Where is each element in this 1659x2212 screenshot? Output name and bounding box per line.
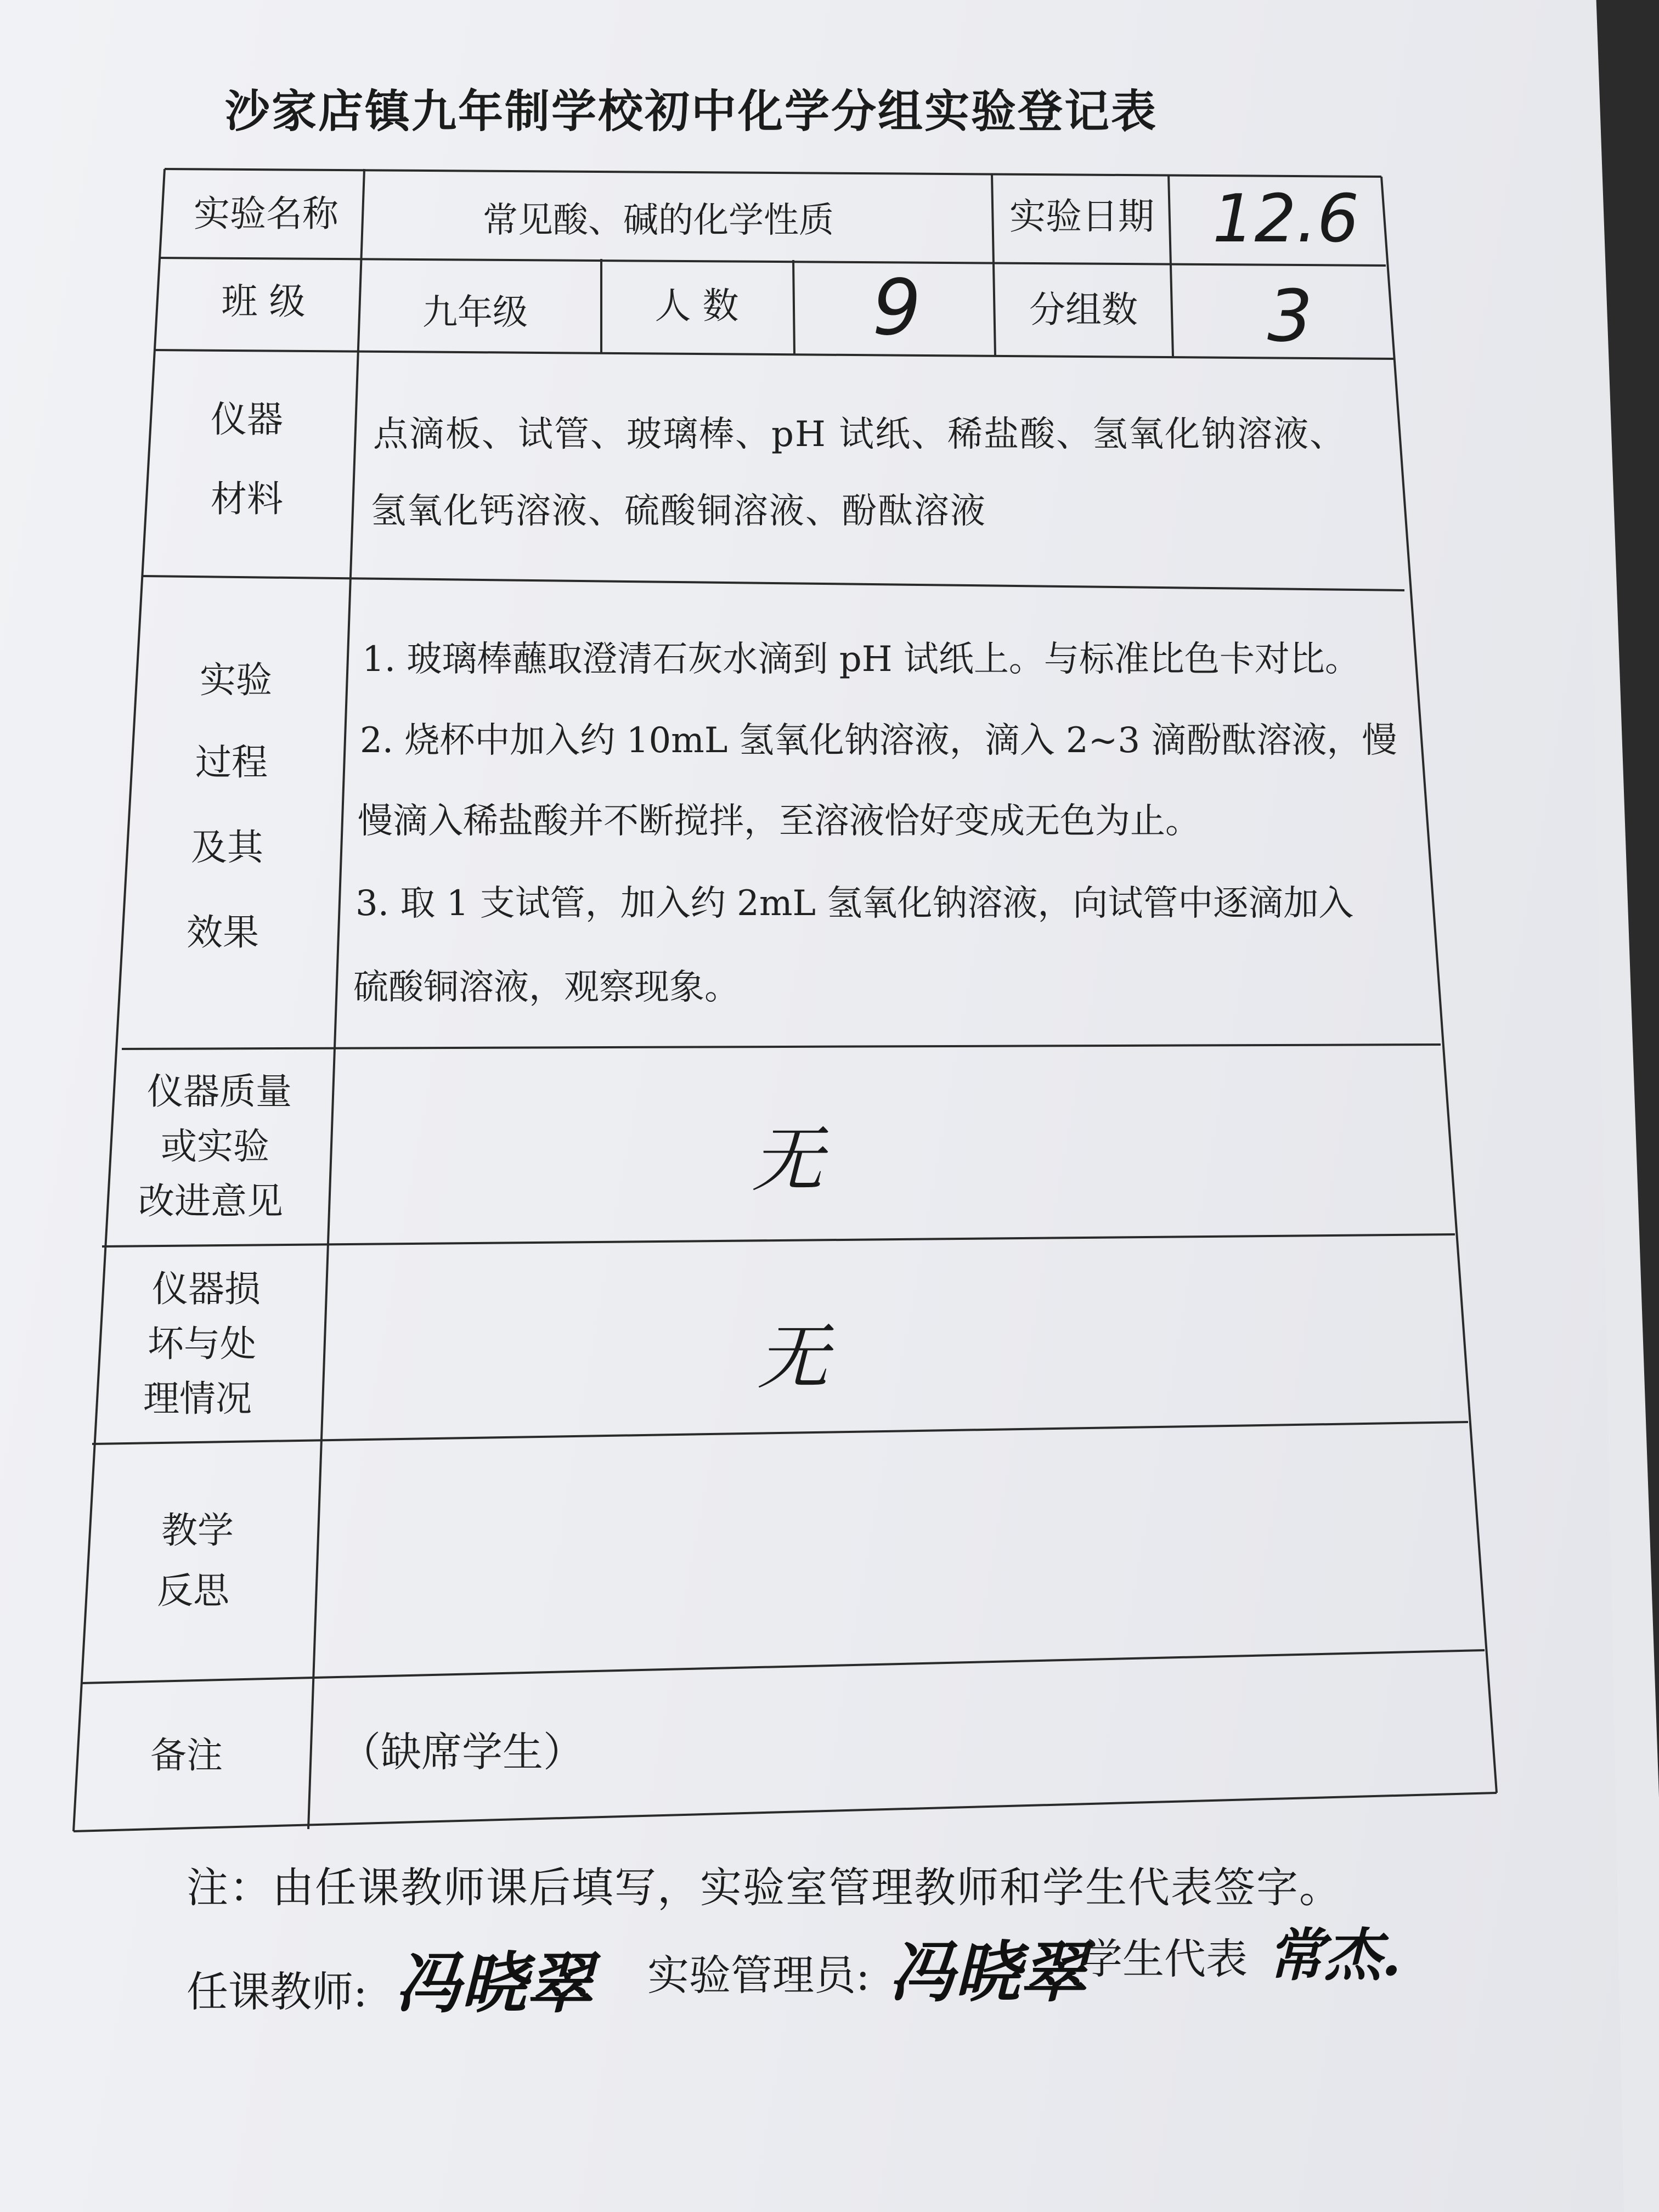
grid-right <box>1381 177 1497 1793</box>
damage-value: 无 <box>757 1316 829 1399</box>
damage-label-2: 坏与处 <box>148 1323 256 1365</box>
process-label-1: 实验 <box>200 659 272 701</box>
teacher-signature-label: 任课教师: <box>187 1967 368 2016</box>
experiment-date-value: 12.6 <box>1212 181 1359 257</box>
row-line-2 <box>154 350 1393 359</box>
class-label: 班 级 <box>221 280 306 323</box>
form-title: 沙家店镇九年制学校初中化学分组实验登记表 <box>224 86 1158 138</box>
process-line-3: 慢滴入稀盐酸并不断搅拌，至溶液恰好变成无色为止。 <box>358 801 1200 842</box>
row-line-3 <box>143 576 1404 590</box>
process-line-1: 1. 玻璃棒蘸取澄清石灰水滴到 pH 试纸上。与标准比色卡对比。 <box>362 639 1360 680</box>
grid-top <box>165 169 1381 177</box>
remarks-label: 备注 <box>150 1734 223 1776</box>
process-line-2: 2. 烧杯中加入约 10mL 氢氧化钠溶液，滴入 2~3 滴酚酞溶液，慢 <box>360 720 1397 761</box>
row-line-1 <box>159 258 1386 266</box>
group-count-label: 分组数 <box>1029 289 1138 331</box>
remarks-value: （缺席学生） <box>340 1729 584 1776</box>
r2-div-b <box>793 260 794 354</box>
reflection-label-2: 反思 <box>157 1570 229 1612</box>
materials-label-line2: 材料 <box>211 478 283 520</box>
process-line-4: 3. 取 1 支试管，加入约 2mL 氢氧化钠溶液，向试管中逐滴加入 <box>356 883 1354 924</box>
row-line-4 <box>122 1045 1441 1049</box>
process-label-3: 及其 <box>191 826 263 868</box>
quality-label-3: 改进意见 <box>138 1180 283 1222</box>
experiment-name-value: 常见酸、碱的化学性质 <box>483 200 834 241</box>
materials-line-1: 点滴板、试管、玻璃棒、pH 试纸、稀盐酸、氢氧化钠溶液、 <box>373 414 1346 455</box>
materials-line-2: 氢氧化钙溶液、硫酸铜溶液、酚酞溶液 <box>371 491 986 532</box>
footer-note: 注：由任课教师课后填写，实验室管理教师和学生代表签字。 <box>187 1863 1342 1912</box>
teacher-signature: 冯晓翠 <box>395 1945 592 2022</box>
student-signature-label: 学生代表 <box>1081 1934 1248 1983</box>
row-line-6 <box>92 1422 1468 1444</box>
row-line-7 <box>81 1650 1485 1683</box>
grid-bottom <box>74 1793 1497 1831</box>
damage-label-1: 仪器损 <box>152 1268 261 1310</box>
reflection-label-1: 教学 <box>161 1509 234 1551</box>
student-count-value: 9 <box>872 263 922 353</box>
experiment-date-label: 实验日期 <box>1009 195 1154 238</box>
process-line-5: 硫酸铜溶液，观察现象。 <box>353 967 740 1008</box>
quality-label-2: 或实验 <box>161 1125 269 1167</box>
student-signature: 常杰. <box>1267 1921 1402 1989</box>
student-count-label: 人 数 <box>654 285 739 327</box>
quality-label-1: 仪器质量 <box>147 1070 292 1113</box>
process-label-2: 过程 <box>195 741 268 783</box>
admin-signature: 冯晓翠 <box>889 1934 1086 2011</box>
quality-value: 无 <box>752 1118 823 1201</box>
process-label-4: 效果 <box>187 911 259 953</box>
class-value: 九年级 <box>422 292 528 333</box>
experiment-name-label: 实验名称 <box>194 193 338 235</box>
damage-label-3: 理情况 <box>143 1378 252 1420</box>
row-line-5 <box>102 1234 1455 1246</box>
materials-label-line1: 仪器 <box>211 398 283 441</box>
group-count-value: 3 <box>1267 274 1313 358</box>
admin-signature-label: 实验管理员: <box>647 1951 870 2000</box>
